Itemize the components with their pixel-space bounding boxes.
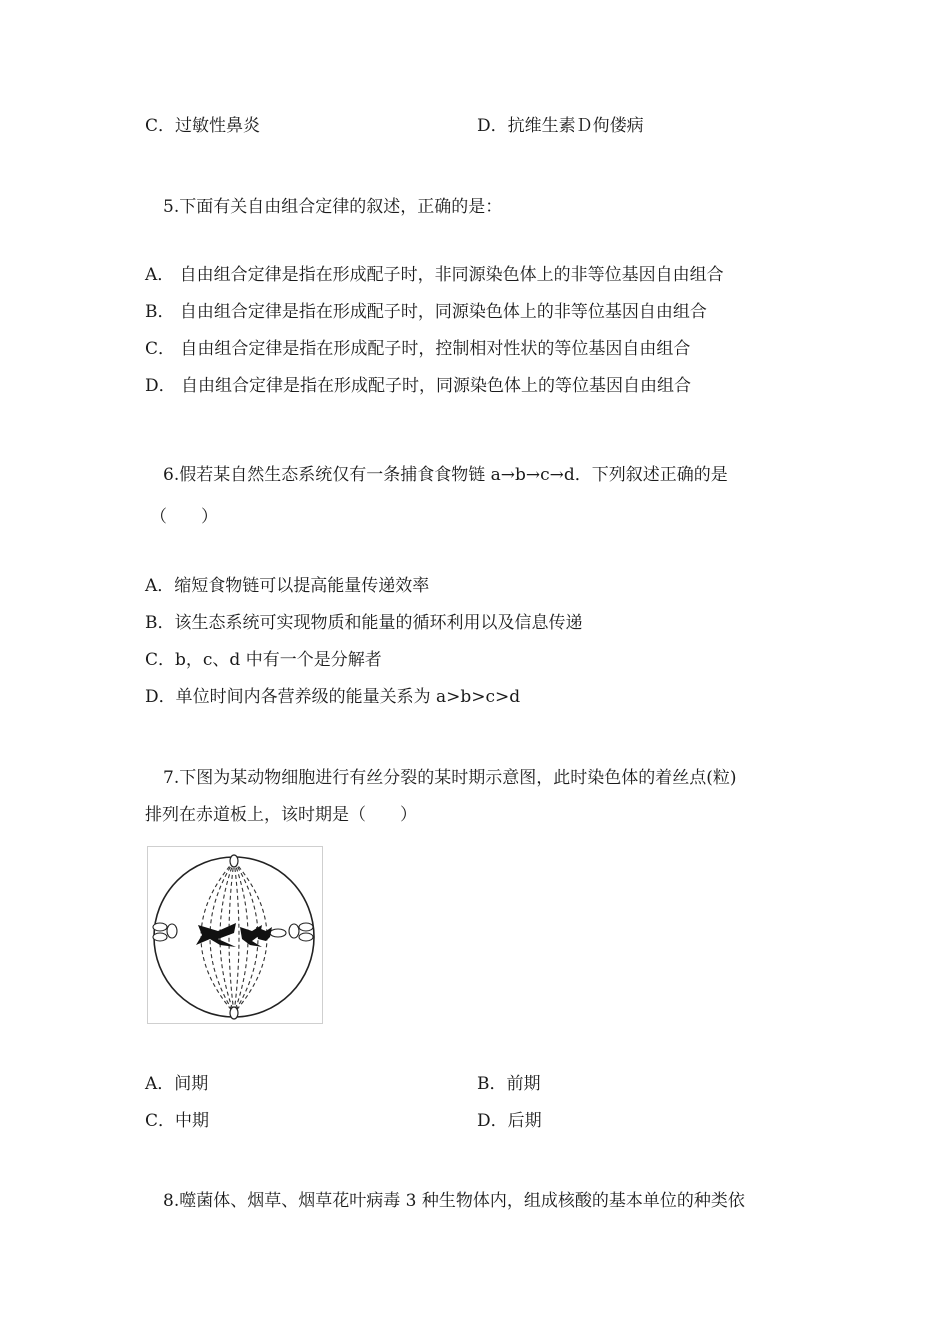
left-aster	[153, 923, 177, 941]
q6-stem-line1: 6.假若某自然生态系统仅有一条捕食食物链 a→b→c→d．下列叙述正确的是	[163, 465, 728, 485]
q5-option-c: C． 自由组合定律是指在形成配子时，控制相对性状的等位基因自由组合	[145, 339, 691, 359]
q6-option-a: A．缩短食物链可以提高能量传递效率	[145, 576, 430, 596]
q7-option-c: C．中期	[145, 1111, 210, 1131]
cell-diagram	[148, 847, 322, 1023]
q6-stem-line2: （ ）	[150, 507, 218, 527]
q4-option-d: D．抗维生素Ｄ佝偻病	[477, 116, 644, 136]
chromosomes	[196, 923, 272, 947]
q5-option-b: B． 自由组合定律是指在形成配子时，同源染色体上的非等位基因自由组合	[145, 302, 707, 322]
centrosome-top	[230, 855, 238, 867]
q6-option-d: D．单位时间内各营养级的能量关系为 a>b>c>d	[145, 687, 521, 707]
q5-option-d: D． 自由组合定律是指在形成配子时，同源染色体上的等位基因自由组合	[145, 376, 692, 396]
q7-stem-line2: 排列在赤道板上，该时期是（ ）	[145, 805, 417, 825]
q7-option-a: A．间期	[145, 1074, 209, 1094]
q5-option-a: A． 自由组合定律是指在形成配子时，非同源染色体上的非等位基因自由组合	[145, 265, 724, 285]
cell-membrane	[154, 857, 314, 1017]
q7-option-b: B．前期	[477, 1074, 541, 1094]
q7-option-d: D．后期	[477, 1111, 542, 1131]
mitosis-metaphase-figure	[147, 846, 323, 1024]
q6-option-c: C．b，c、d 中有一个是分解者	[145, 650, 382, 670]
q7-stem-line1: 7.下图为某动物细胞进行有丝分裂的某时期示意图，此时染色体的着丝点(粒)	[163, 768, 737, 788]
centrosome-bottom	[230, 1007, 238, 1019]
q6-option-b: B．该生态系统可实现物质和能量的循环利用以及信息传递	[145, 613, 583, 633]
q5-stem: 5.下面有关自由组合定律的叙述，正确的是：	[163, 197, 503, 217]
q4-option-c: C．过敏性鼻炎	[145, 116, 261, 136]
right-aster	[270, 923, 313, 941]
q8-stem-line1: 8.噬菌体、烟草、烟草花叶病毒 3 种生物体内，组成核酸的基本单位的种类依	[163, 1191, 745, 1211]
